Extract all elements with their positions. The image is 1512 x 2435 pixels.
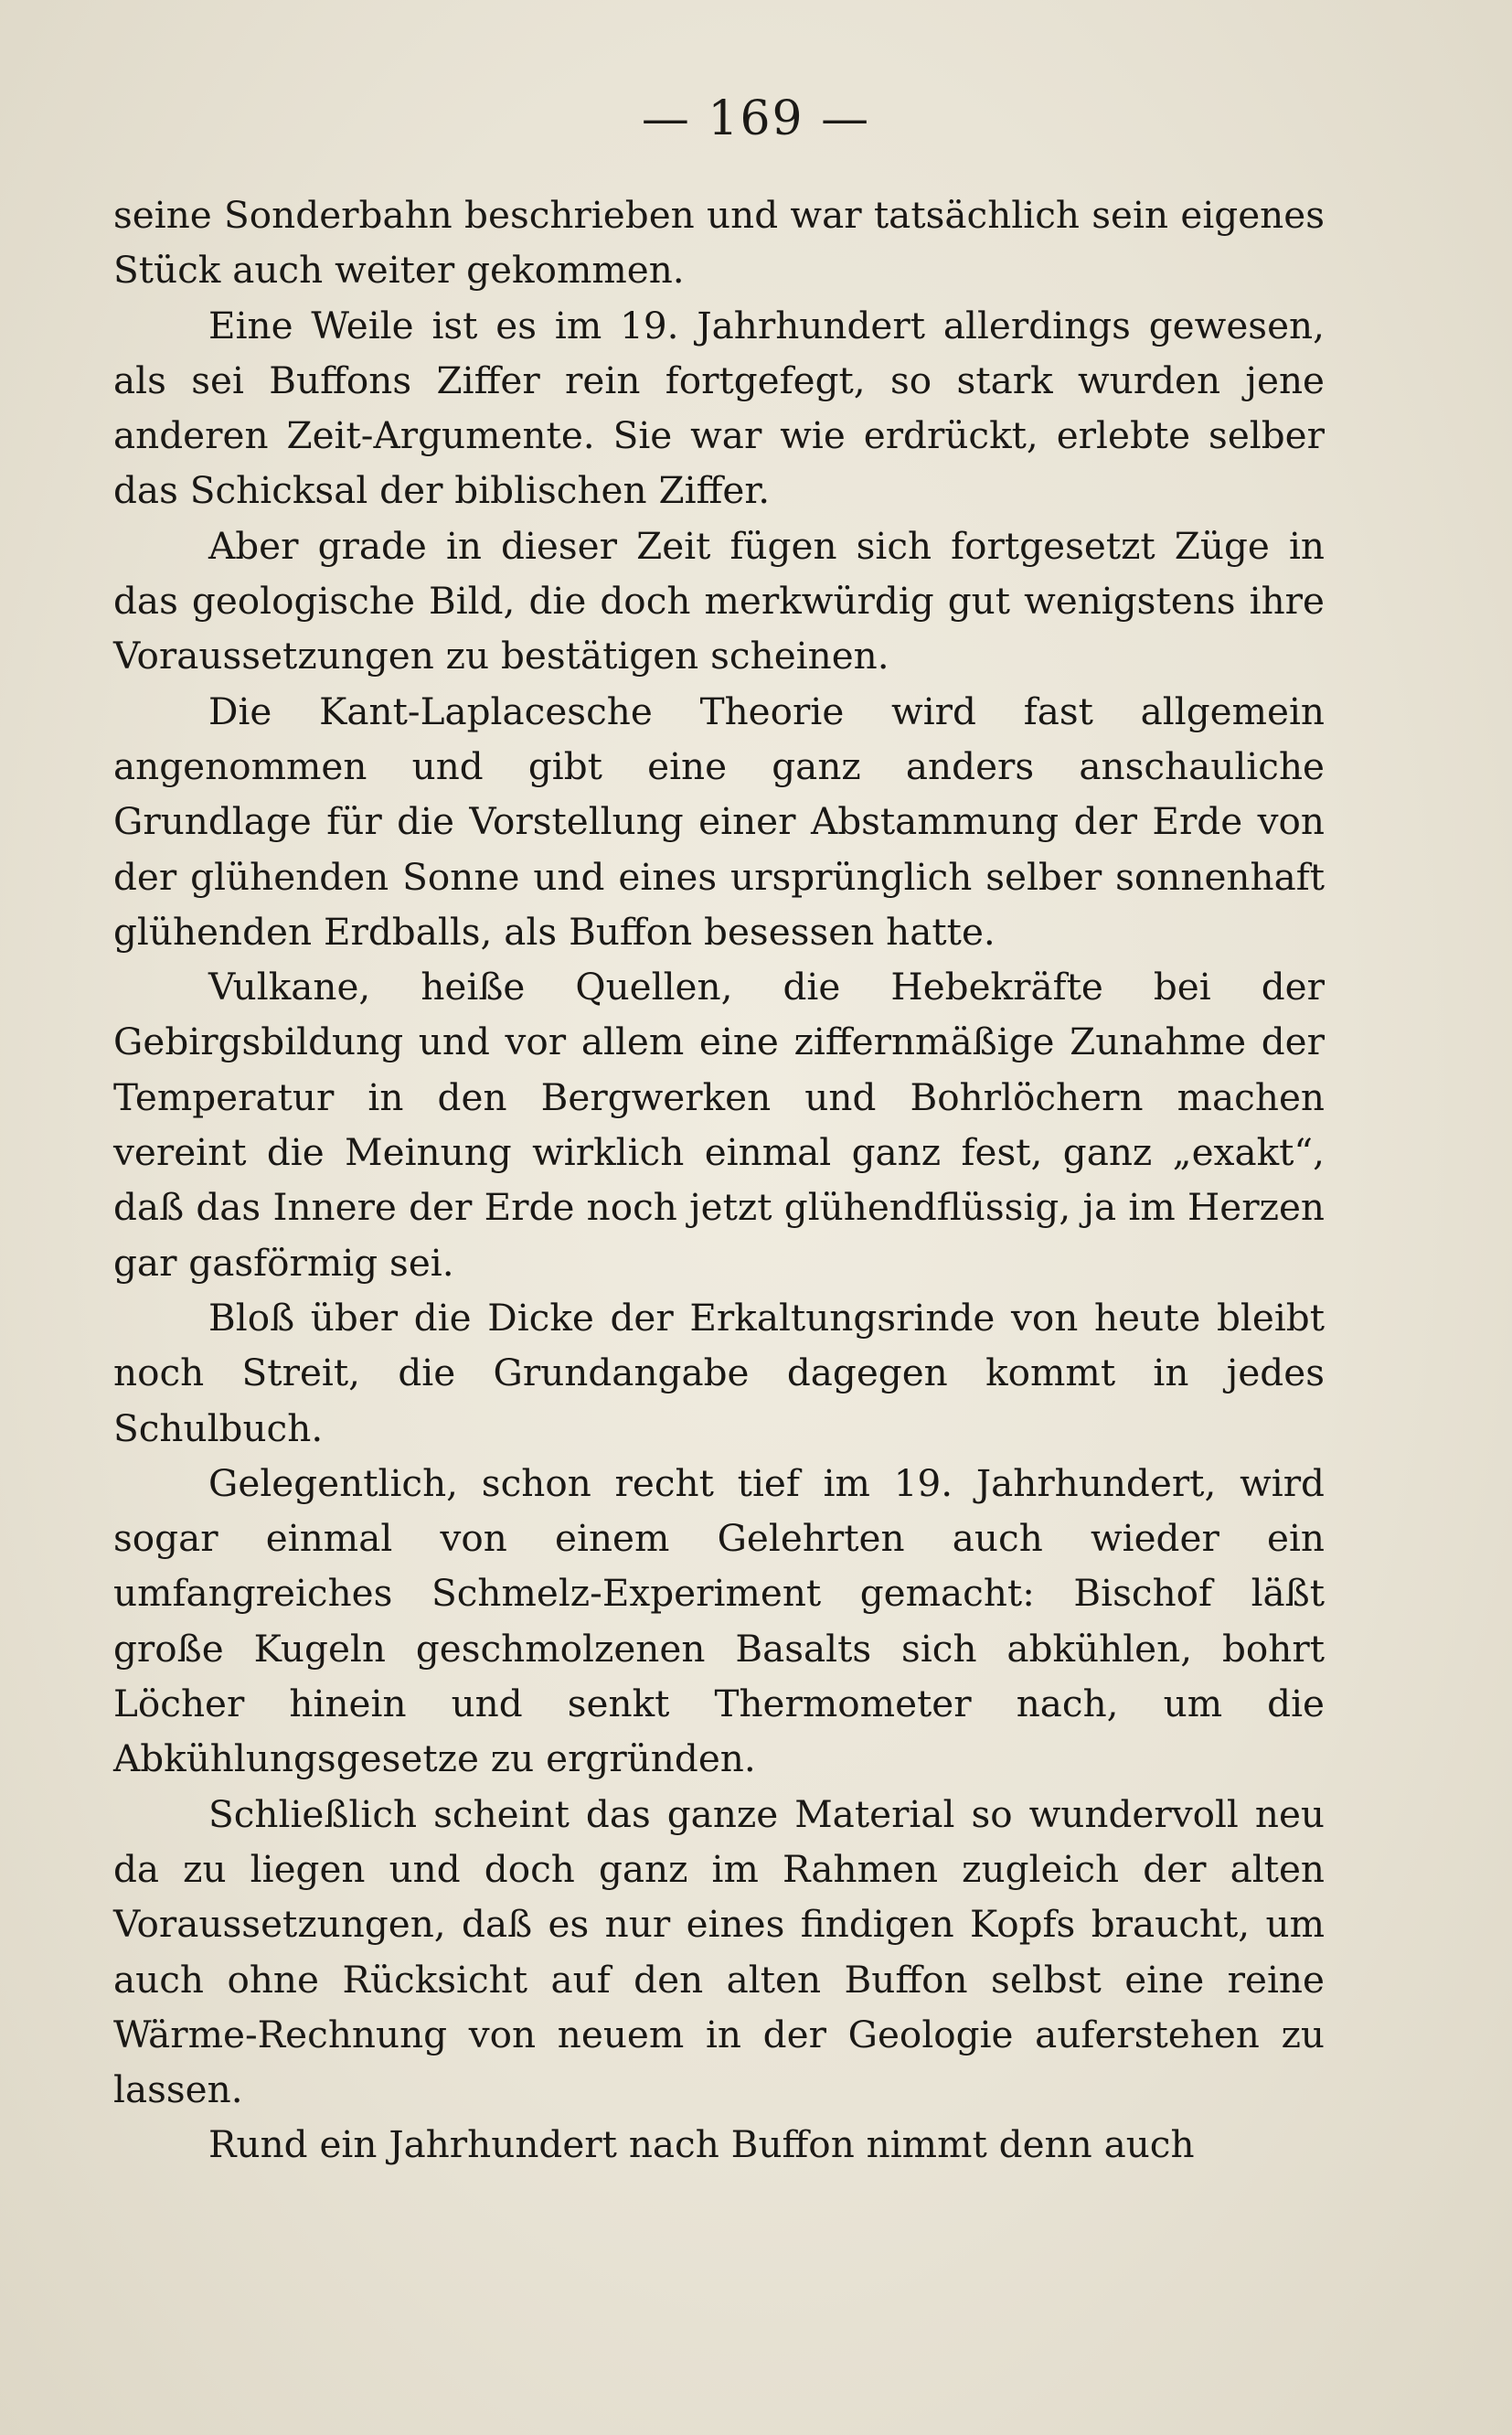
paragraph-6: Bloß über die Dicke der Erkaltungsrinde von heute bleibt noch Streit, die Grundangabe dagegen kommt in jedes Schulbuch. (113, 1295, 1325, 1450)
paragraph-2: Eine Weile ist es im 19. Jahrhundert allerdings gewesen, als sei Buffons Ziffer rein fortgefegt, so stark wurden jene anderen Zeit-Argumente. Sie war wie erdrückt, erlebte selber das Schicksal der biblischen Ziffer. (113, 303, 1325, 513)
paragraph-3: Aber grade in dieser Zeit fügen sich fortgesetzt Züge in das geologische Bild, die doch merkwürdig gut wenigstens ihre Voraussetzungen zu bestätigen scheinen. (113, 523, 1325, 678)
paragraph-7: Gelegentlich, schon recht tief im 19. Jahrhundert, wird sogar einmal von einem Gelehrten auch wieder ein umfangreiches Schmelz-Experiment gemacht: Bischof läßt große Kugeln geschmolzenen Basalts sich abkühlen, bohrt Löcher hinein und senkt Thermometer nach, um die Abkühlungsgesetze zu ergründen. (113, 1460, 1325, 1781)
paragraph-1: seine Sonderbahn beschrieben und war tatsächlich sein eigenes Stück auch weiter gekommen. (113, 193, 1325, 293)
paragraph-4: Die Kant-Laplacesche Theorie wird fast allgemein angenommen und gibt eine ganz anders anschauliche Grundlage für die Vorstellung einer Abstammung der Erde von der glühenden Sonne und eines ursprünglich selber sonnenhaft glühenden Erdballs, als Buffon besessen hatte. (113, 689, 1325, 954)
page-number: — 169 — (641, 91, 871, 146)
paragraph-5: Vulkane, heiße Quellen, die Hebekräfte bei der Gebirgsbildung und vor allem eine ziffernmäßige Zunahme der Temperatur in den Bergwerken und Bohrlöchern machen vereint die Meinung wirklich einmal ganz fest, ganz „exakt“, daß das Innere der Erde noch jetzt glühendflüssig, ja im Herzen gar gasförmig sei. (113, 965, 1325, 1285)
body-text (113, 187, 1325, 2173)
paragraph-8: Schließlich scheint das ganze Material so wundervoll neu da zu liegen und doch ganz im Rahmen zugleich der alten Voraussetzungen, daß es nur eines findigen Kopfs braucht, um auch ohne Rücksicht auf den alten Buffon selbst eine reine Wärme-Rechnung von neuem in der Geologie auferstehen zu lassen. (113, 1791, 1325, 2112)
paragraph-9: Rund ein Jahrhundert nach Buffon nimmt denn auch (208, 2122, 1195, 2167)
